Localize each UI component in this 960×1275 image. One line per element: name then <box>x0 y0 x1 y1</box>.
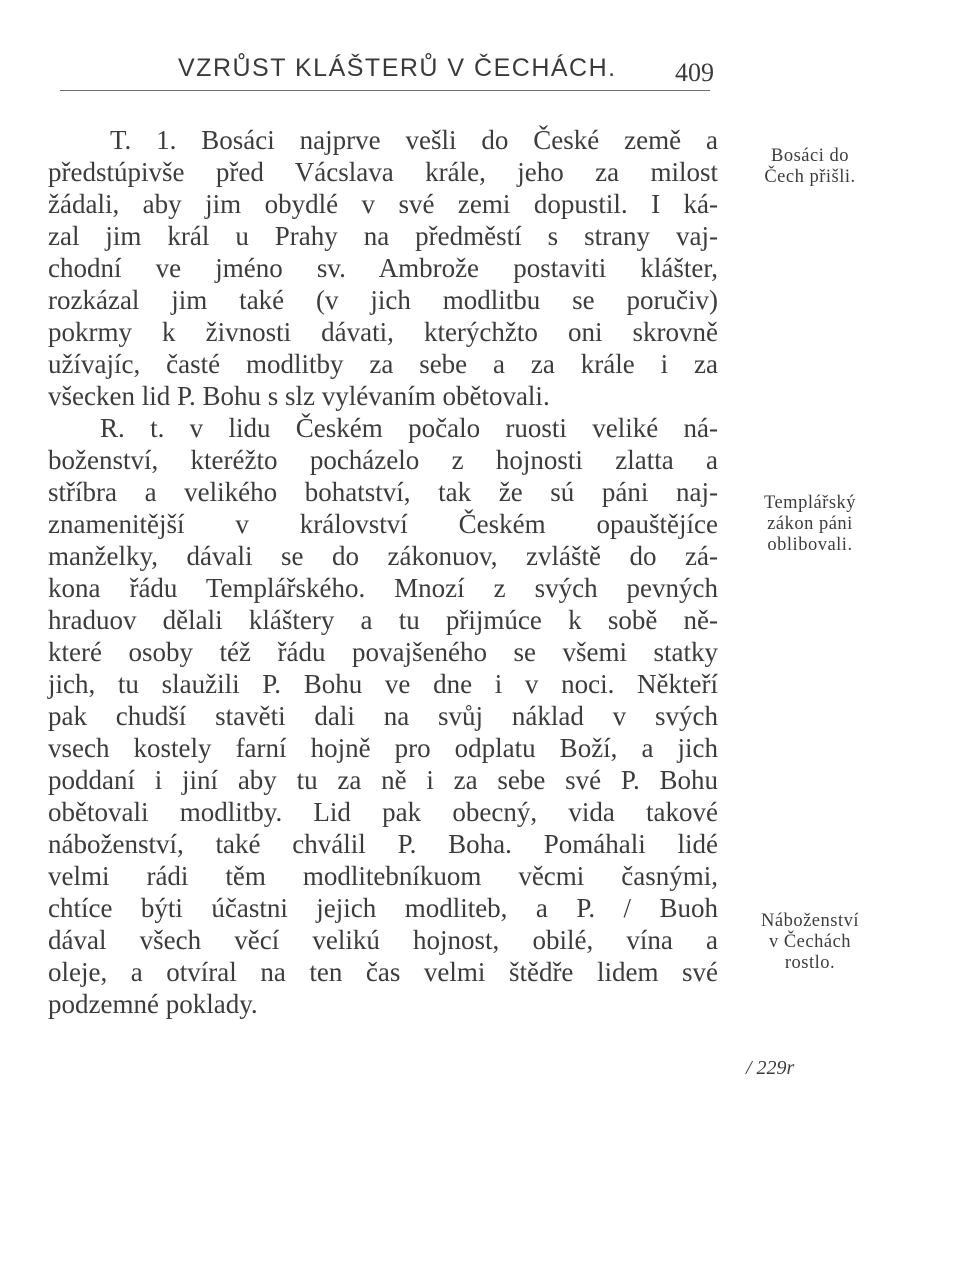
text-line: manželky, dávali se do zákonuov, zvláště do zá- <box>48 541 718 571</box>
folio-mark: / 229r <box>746 1057 795 1079</box>
header-rule <box>60 90 710 91</box>
text-line: rozkázal jim také (v jich modlitbu se poručiv) <box>48 285 718 315</box>
margin-note-nabozenstvi <box>735 911 885 974</box>
text-line: pak chudší stavěti dali na svůj náklad v svých <box>48 701 718 731</box>
text-line: kona řádu Templářského. Mnozí z svých pevných <box>48 573 718 603</box>
margin-note-line: zákon páni <box>767 514 853 534</box>
margin-note-line: Bosáci do <box>771 146 849 166</box>
text-line: užívajíc, časté modlitby za sebe a za krále i za <box>48 349 718 379</box>
text-line: velmi rádi těm modlitebníkuom věcmi časnými, <box>48 861 718 891</box>
text-line: poddaní i jiní aby tu za ně i za sebe své P. Bohu <box>48 765 718 795</box>
margin-note-line: rostlo. <box>784 953 836 973</box>
text-line: stříbra a velikého bohatství, tak že sú páni naj- <box>48 477 718 507</box>
margin-note-line: Čech přišli. <box>764 167 856 187</box>
margin-note-line: v Čechách <box>768 932 852 952</box>
margin-note-line: Náboženství <box>761 911 859 931</box>
text-line: předstúpivše před Vácslava krále, jeho za milost <box>48 157 718 187</box>
text-line: jich, tu slaužili P. Bohu ve dne i v noci. Někteří <box>48 669 718 699</box>
text-line: obětovali modlitby. Lid pak obecný, vida takové <box>48 797 718 827</box>
text-line: chtíce býti účastni jejich modliteb, a P. / Buoh <box>48 893 718 923</box>
text-line: boženství, kteréžto pocházelo z hojnosti zlatta a <box>48 445 718 475</box>
margin-note-bosaci <box>735 146 885 188</box>
body-text <box>48 124 718 1020</box>
text-line: náboženství, také chválil P. Boha. Pomáhali lidé <box>48 829 718 859</box>
text-line: které osoby též řádu povajšeného se všemi statky <box>48 637 718 667</box>
text-line: T. 1. Bosáci najprve vešli do České země a <box>110 125 718 155</box>
text-line: podzemné poklady. <box>48 989 258 1019</box>
text-line: pokrmy k živnosti dávati, kterýchžto oni skrovně <box>48 317 718 347</box>
page-number: 409 <box>675 58 714 87</box>
page-header <box>60 44 714 96</box>
margin-note-line: oblibovali. <box>767 535 853 555</box>
text-line: dával všech věcí velikú hojnost, obilé, vína a <box>48 925 718 955</box>
text-line: chodní ve jméno sv. Ambrože postaviti klášter, <box>48 253 718 283</box>
text-line: R. t. v lidu Českém počalo ruosti veliké ná- <box>100 413 718 443</box>
text-line: oleje, a otvíral na ten čas velmi štědře lidem své <box>48 957 718 987</box>
margin-note-line: Templářský <box>763 493 857 513</box>
text-line: žádali, aby jim obydlé v své zemi dopustil. I ká- <box>48 189 718 219</box>
text-line: všecken lid P. Bohu s slz vylévaním obětovali. <box>48 381 550 411</box>
text-line: vsech kostely farní hojně pro odplatu Boží, a jich <box>48 733 718 763</box>
running-title: VZRŮST KLÁŠTERŮ V ČECHÁCH. <box>178 54 617 82</box>
text-line: znamenitější v království Českém opauštějíce <box>48 509 718 539</box>
margin-note-templarsky <box>735 493 885 556</box>
text-line: zal jim král u Prahy na předměstí s strany vaj- <box>48 221 718 251</box>
text-line: hraduov dělali kláštery a tu přijmúce k sobě ně- <box>48 605 718 635</box>
